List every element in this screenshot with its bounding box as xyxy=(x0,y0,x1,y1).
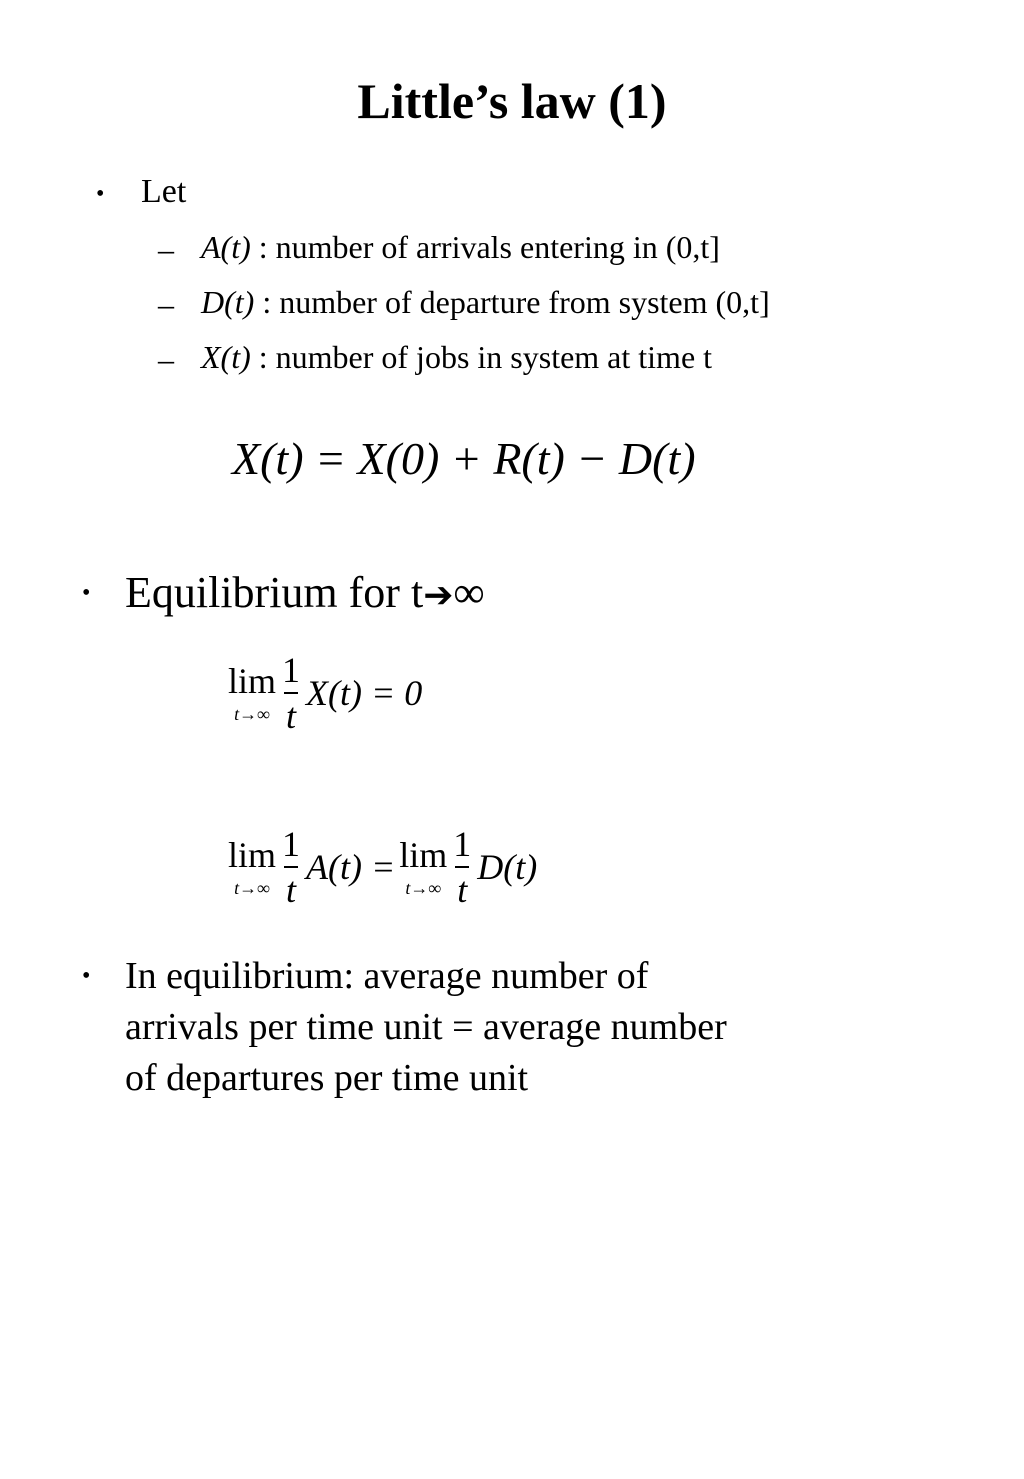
bullet-marker: • xyxy=(82,963,91,989)
expr-x-zero xyxy=(306,673,422,713)
definition-a-text: number of arrivals entering in (0,t] xyxy=(275,229,720,265)
lim-subscript: t→∞ xyxy=(234,878,270,898)
expr-x-zero-text: X(t) = 0 xyxy=(306,673,423,713)
lim-word: lim xyxy=(228,661,277,701)
bullet-marker: • xyxy=(96,181,105,207)
definition-a-sep: : xyxy=(250,229,276,265)
conclusion-line: of departures per time unit xyxy=(125,1057,529,1099)
fraction xyxy=(282,826,300,908)
infinity-symbol: ∞ xyxy=(453,568,485,617)
arrow-icon: ➔ xyxy=(423,575,454,615)
balance-equation: X(t) = X(0) + R(t) − D(t) xyxy=(232,433,696,484)
fraction-bar xyxy=(284,866,298,868)
slide-title: Little’s law (1) xyxy=(357,73,667,129)
fraction-denominator: t xyxy=(457,870,468,910)
fraction xyxy=(282,652,300,734)
fraction-numerator: 1 xyxy=(453,824,472,864)
equilibrium-label xyxy=(125,567,485,618)
expr-a xyxy=(306,847,395,887)
lim-subscript: t→∞ xyxy=(405,878,442,898)
dash-marker: – xyxy=(158,341,174,377)
definition-d xyxy=(201,284,770,321)
conclusion-paragraph xyxy=(125,951,727,1104)
fraction-bar xyxy=(455,866,469,868)
dash-marker: – xyxy=(158,231,174,267)
fraction xyxy=(453,826,471,908)
definition-x xyxy=(201,339,712,376)
conclusion-line: In equilibrium: average number of xyxy=(125,955,649,997)
definition-x-symbol: X(t) xyxy=(201,339,251,375)
fraction-numerator: 1 xyxy=(282,824,301,864)
bullet-marker: • xyxy=(82,580,91,606)
definition-x-sep: : xyxy=(250,339,276,375)
definition-d-symbol: D(t) xyxy=(201,284,255,320)
limit-operator xyxy=(228,837,276,897)
expr-d-text: D(t) xyxy=(477,847,538,887)
expr-a-text: A(t) = xyxy=(306,847,396,887)
fraction-numerator: 1 xyxy=(282,650,301,690)
limit-operator xyxy=(228,663,276,723)
lim-word: lim xyxy=(399,835,448,875)
definition-d-sep: : xyxy=(254,284,280,320)
expr-d xyxy=(477,847,537,887)
limit-equation-a-d xyxy=(228,826,537,908)
definition-x-text: number of jobs in system at time t xyxy=(275,339,713,375)
limit-operator xyxy=(399,837,447,897)
lim-word: lim xyxy=(228,835,277,875)
fraction-bar xyxy=(284,692,298,694)
limit-equation-x xyxy=(228,652,422,734)
definition-d-text: number of departure from system (0,t] xyxy=(279,284,770,320)
fraction-denominator: t xyxy=(286,696,297,736)
fraction-denominator: t xyxy=(286,870,297,910)
let-label: Let xyxy=(141,173,187,210)
lim-subscript: t→∞ xyxy=(234,704,270,724)
definition-a xyxy=(201,229,720,266)
definition-a-symbol: A(t) xyxy=(201,229,251,265)
equilibrium-text: Equilibrium for t xyxy=(125,568,424,617)
conclusion-line: arrivals per time unit = average number xyxy=(125,1006,727,1048)
dash-marker: – xyxy=(158,286,174,322)
